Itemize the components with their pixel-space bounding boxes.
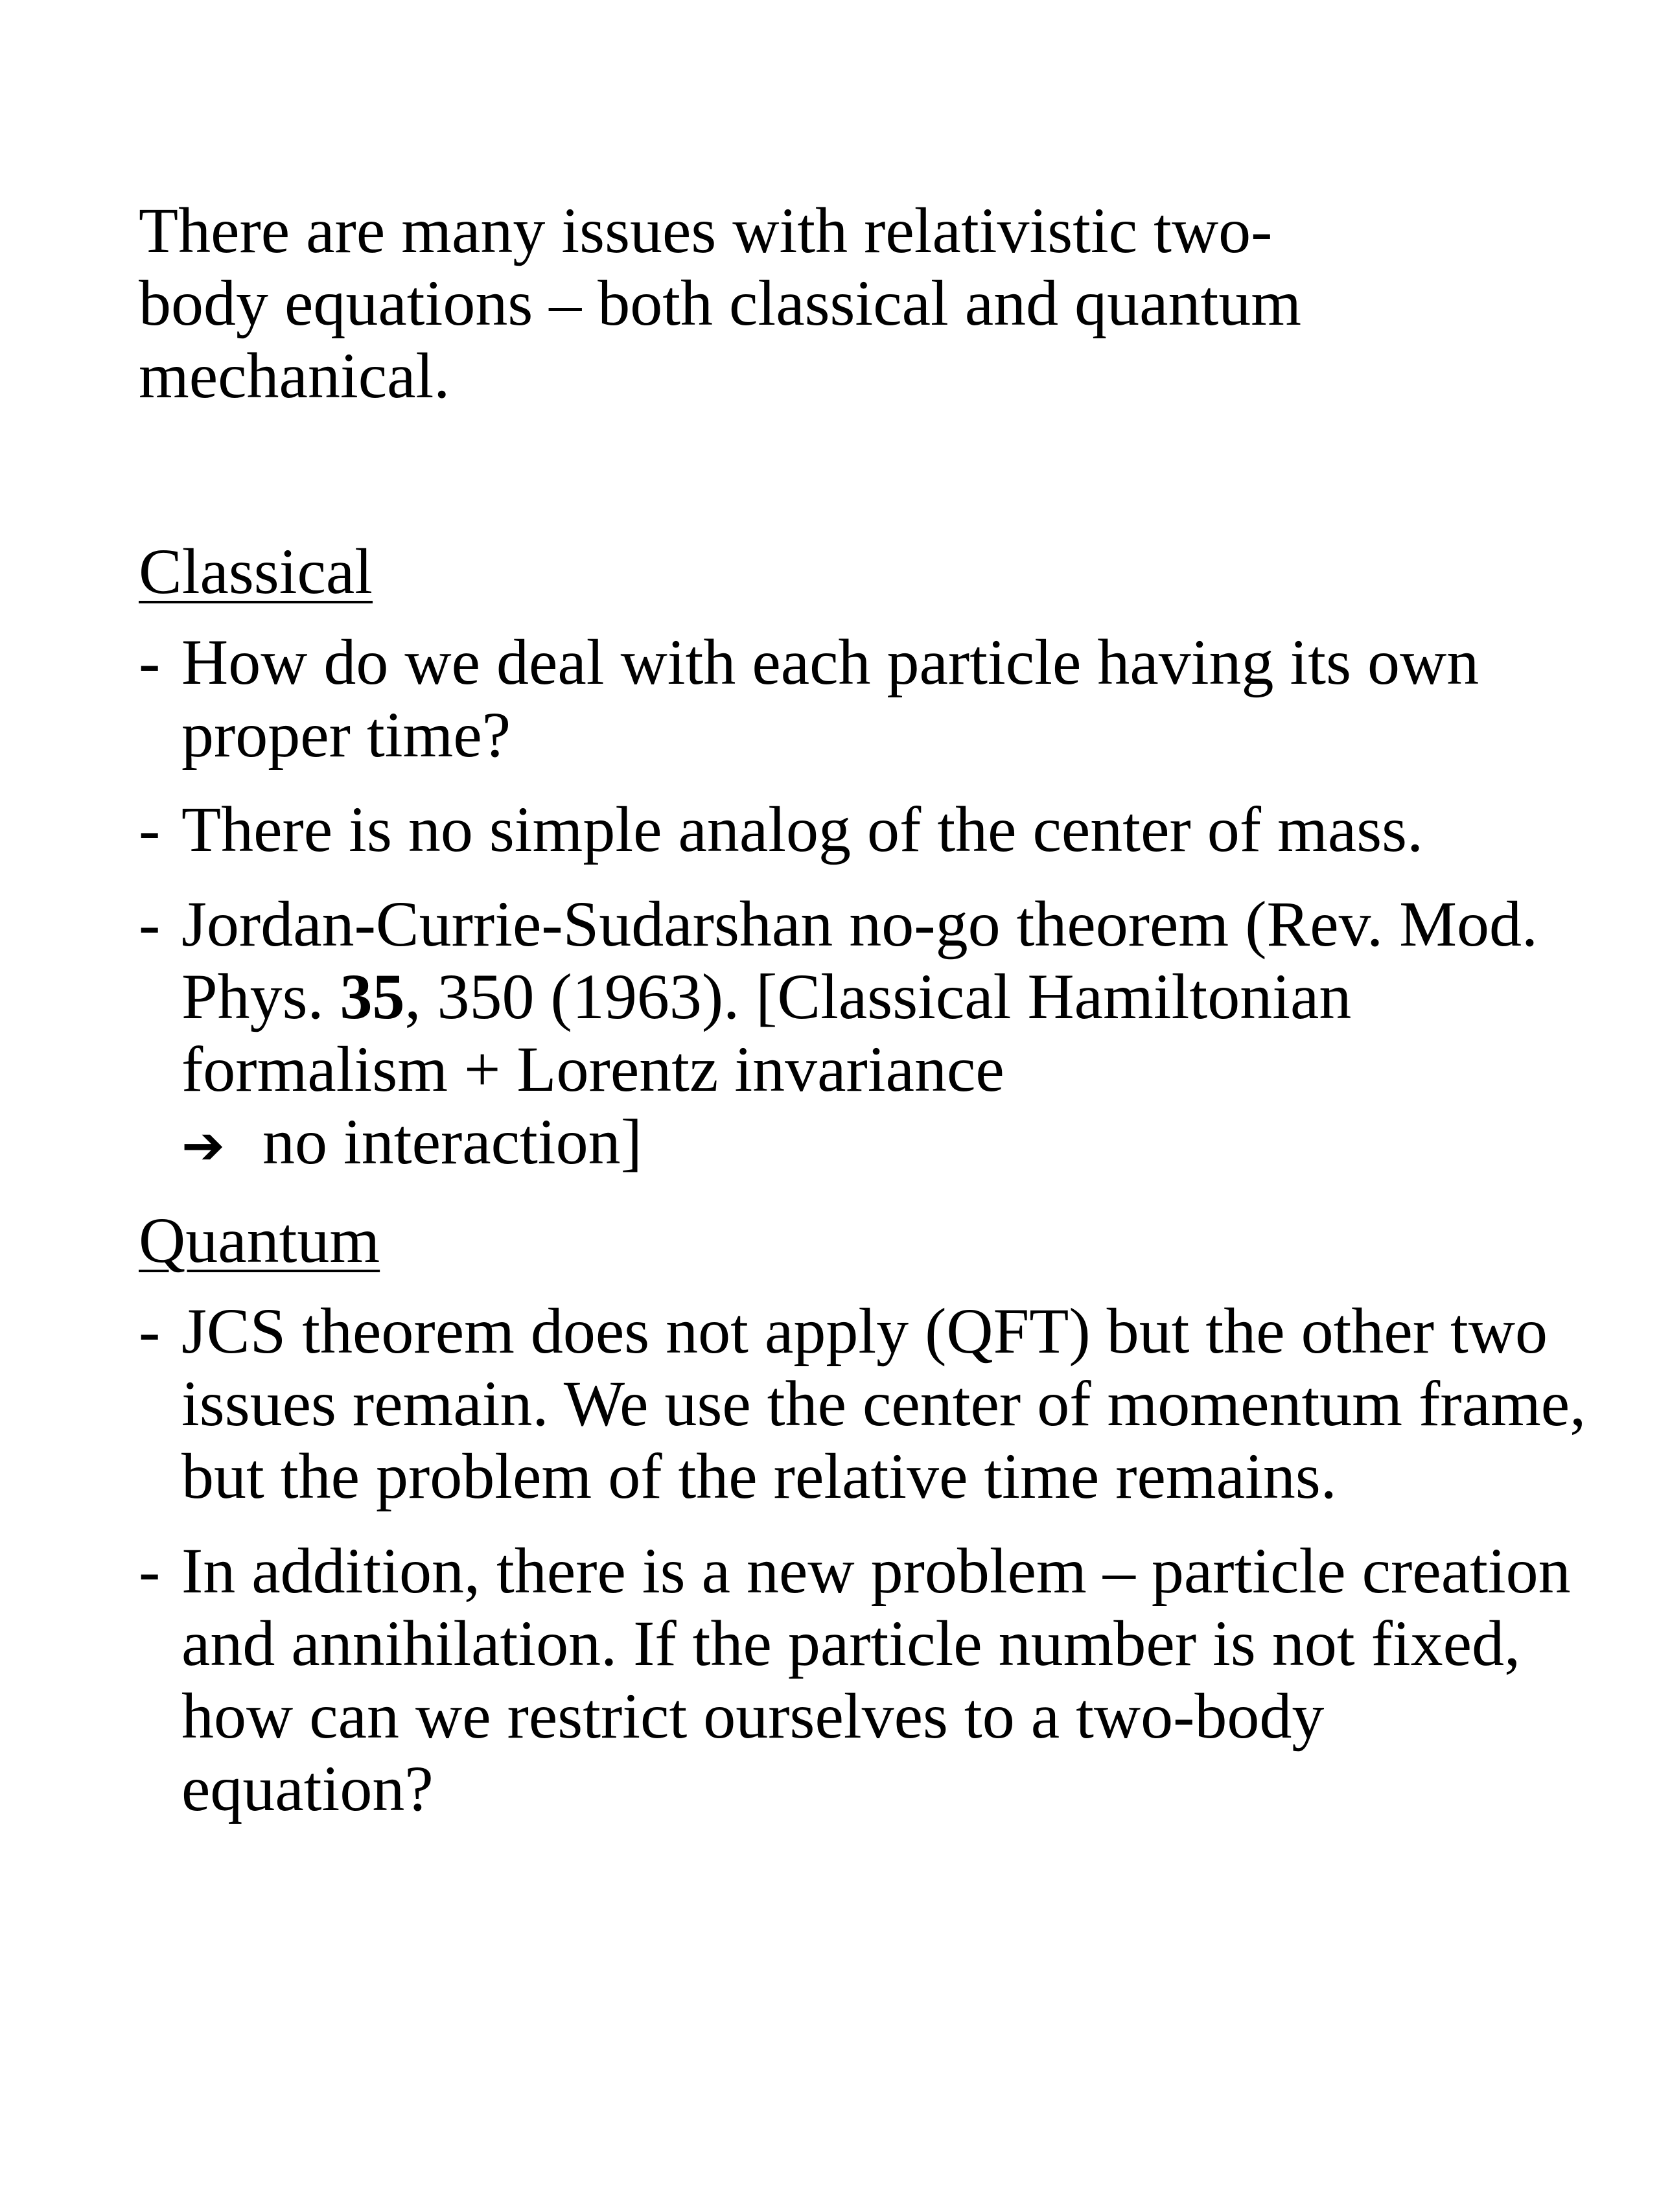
classical-item-text: no interaction] xyxy=(246,1106,642,1178)
classical-item-text: Jordan-Currie-Sudarshan no-go theorem (Rev. Mod. Phys. xyxy=(181,888,1538,1032)
dash-marker: - xyxy=(139,888,161,960)
dash-marker: - xyxy=(139,626,161,698)
quantum-item-particle-creation xyxy=(139,1535,1590,1825)
dash-marker: - xyxy=(139,1295,161,1367)
intro-line-3: mechanical. xyxy=(139,340,450,412)
classical-item-no-go-theorem xyxy=(139,888,1590,1182)
dash-marker: - xyxy=(139,793,161,865)
slide-page xyxy=(139,194,1590,1847)
classical-item-proper-time xyxy=(139,626,1590,771)
quantum-item-jcs xyxy=(139,1295,1590,1513)
right-arrow-icon: ➔ xyxy=(181,1115,226,1176)
classical-item-text: , 350 (1963). [Classical Hamiltonian formalism + Lorentz invariance xyxy=(181,960,1352,1105)
classical-item-text: How do we deal with each particle having its own proper time? xyxy=(181,626,1479,771)
intro-line-1: There are many issues with relativistic two- xyxy=(139,194,1273,266)
volume-number: 35 xyxy=(340,960,405,1032)
quantum-heading: Quantum xyxy=(139,1204,380,1276)
dash-marker: - xyxy=(139,1535,161,1607)
classical-item-text: There is no simple analog of the center of mass. xyxy=(181,793,1424,865)
classical-list xyxy=(139,626,1590,1182)
classical-item-center-of-mass xyxy=(139,793,1590,866)
quantum-item-text: In addition, there is a new problem – particle creation and annihilation. If the particle number is not fixed, how can we restrict ourselves to a two-body equation? xyxy=(181,1535,1571,1824)
classical-heading: Classical xyxy=(139,535,373,607)
quantum-list xyxy=(139,1295,1590,1825)
intro-paragraph xyxy=(139,194,1590,412)
intro-line-2: body equations – both classical and quantum xyxy=(139,267,1302,339)
quantum-item-text: JCS theorem does not apply (QFT) but the other two issues remain. We use the center of momentum frame, but the problem of the relative time remains. xyxy=(181,1295,1586,1512)
